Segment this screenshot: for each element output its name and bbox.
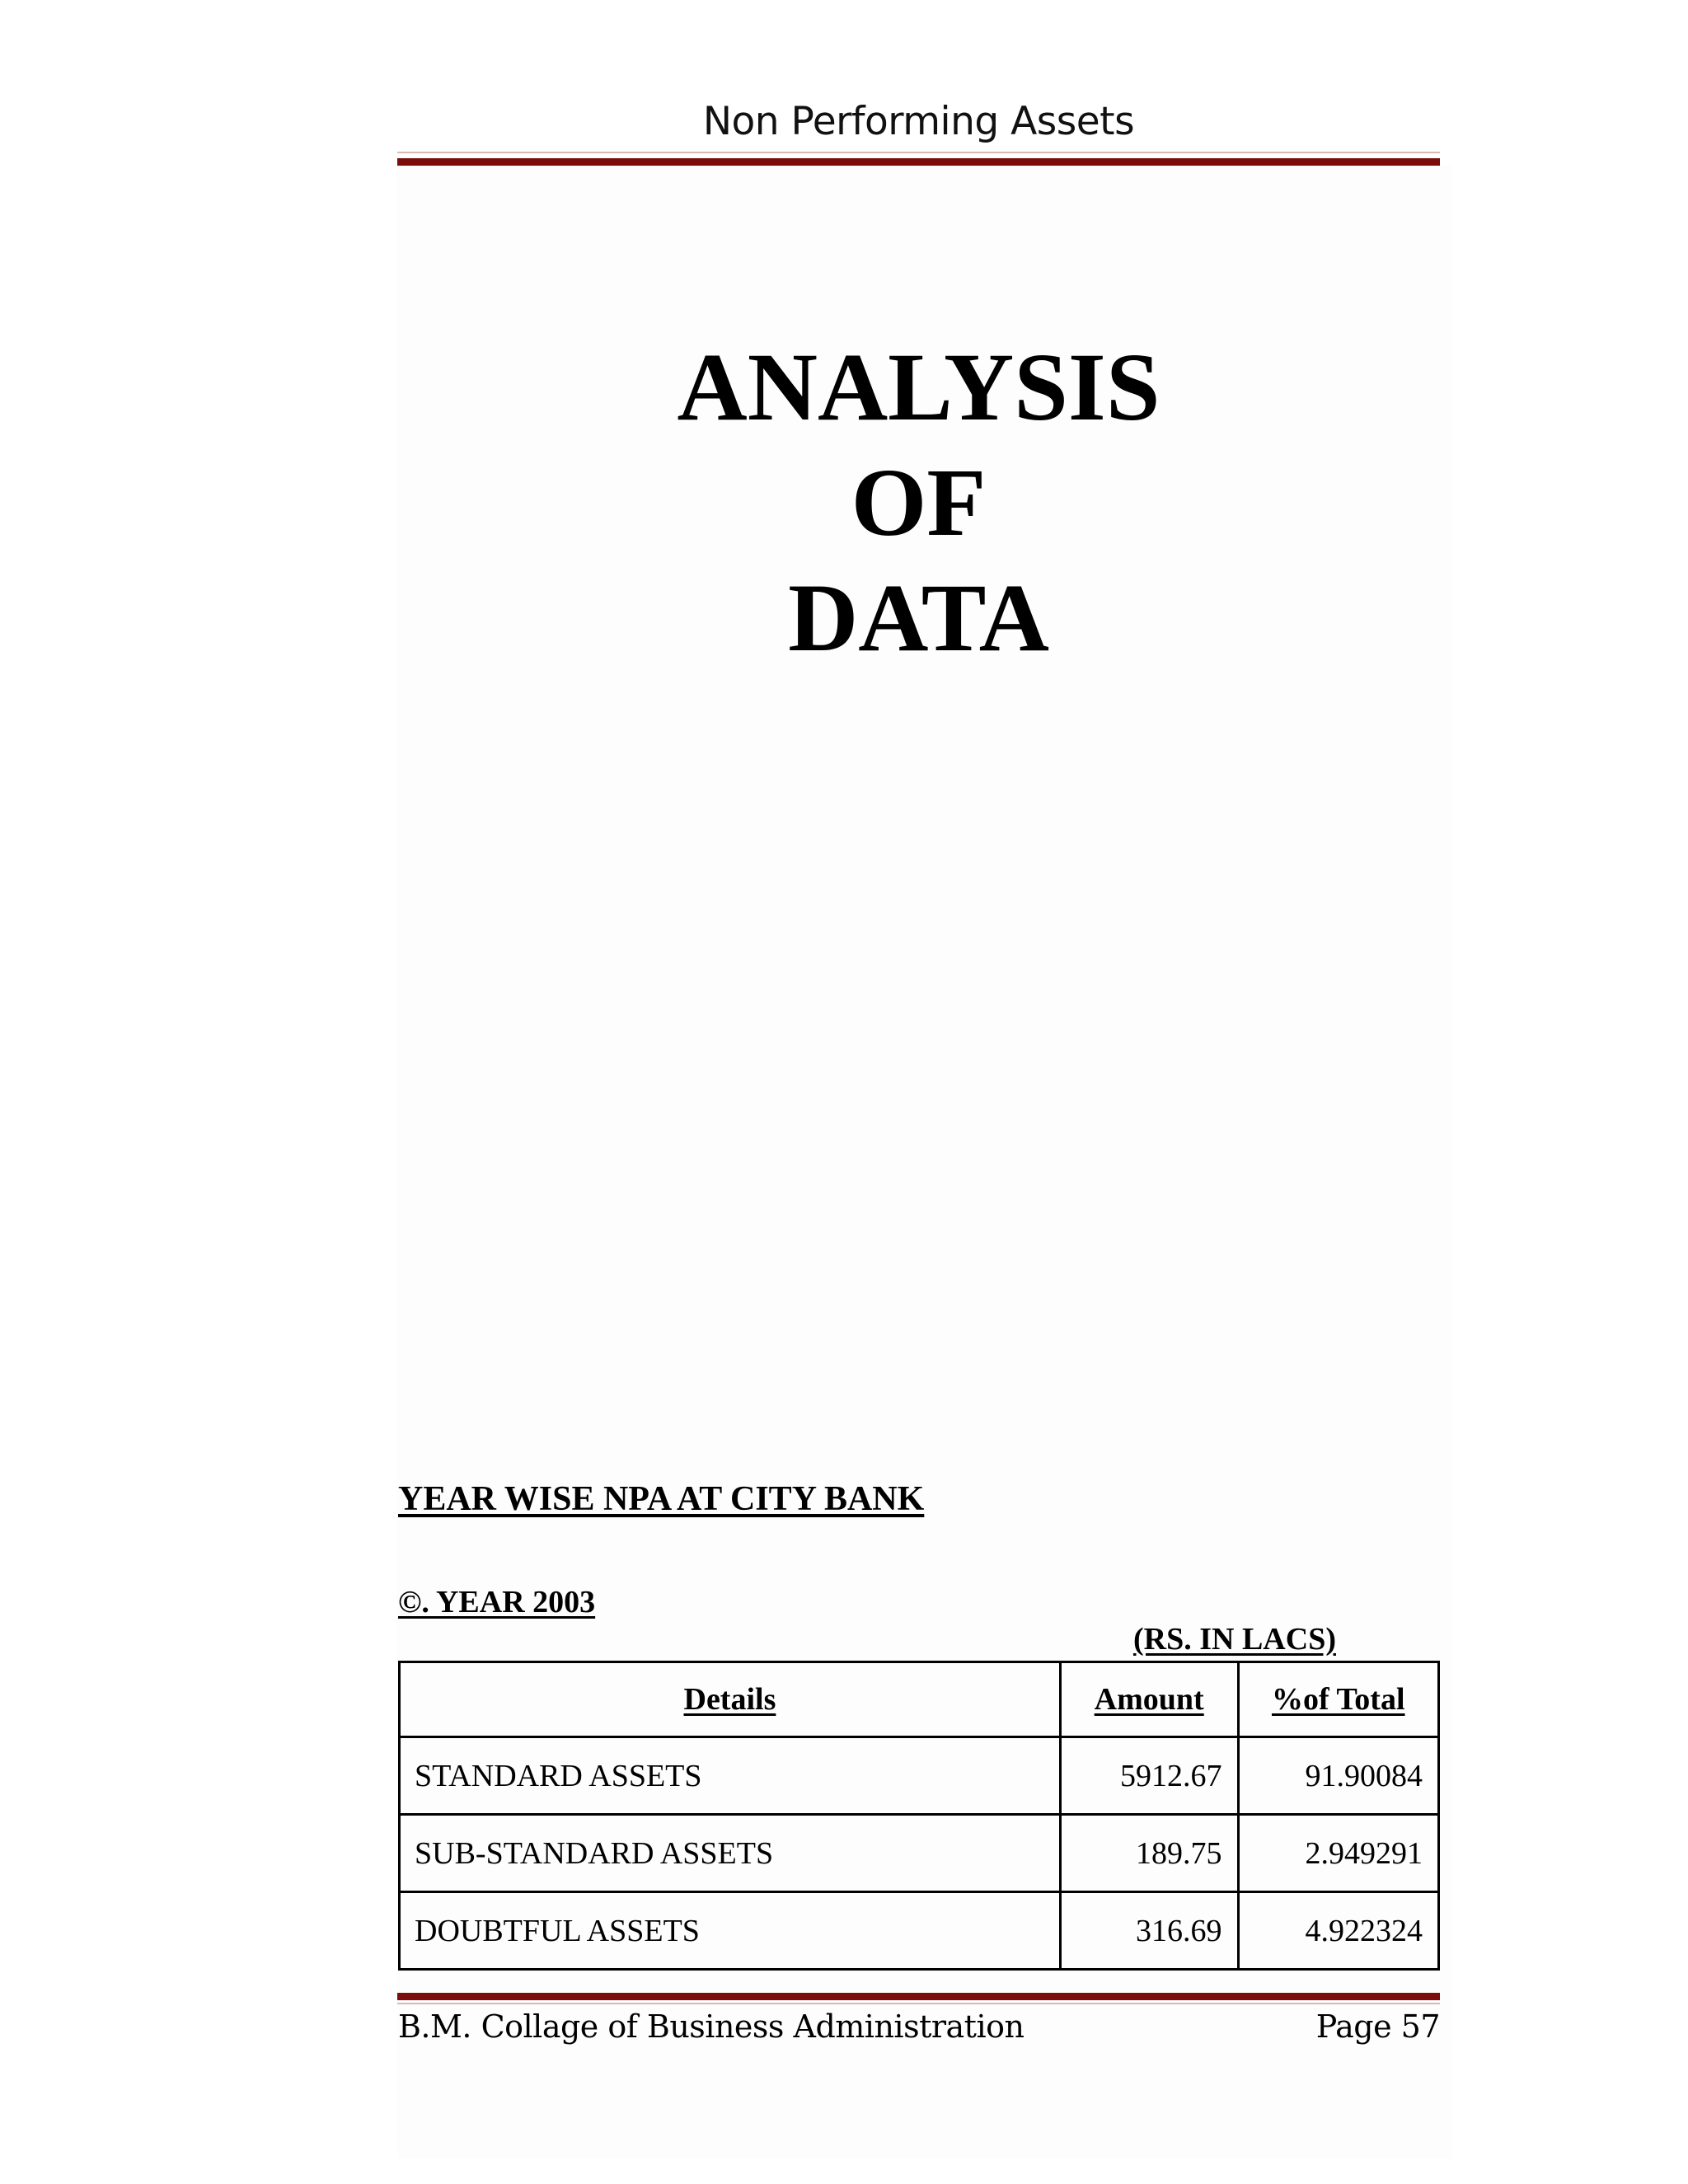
- table-row: [400, 1737, 1439, 1815]
- table-row: [400, 1815, 1439, 1892]
- header-rule-thin: [397, 152, 1440, 153]
- title-line-1: ANALYSIS: [677, 333, 1160, 441]
- year-label: ©. YEAR 2003: [398, 1585, 596, 1619]
- cell-percent: 91.90084: [1238, 1737, 1438, 1815]
- title-line-3: DATA: [788, 564, 1049, 672]
- header-amount: Amount: [1060, 1662, 1238, 1737]
- cell-details: STANDARD ASSETS: [400, 1737, 1061, 1815]
- cell-amount: 316.69: [1060, 1892, 1238, 1970]
- cell-amount: 5912.67: [1060, 1737, 1238, 1815]
- cell-percent: 2.949291: [1238, 1815, 1438, 1892]
- table-header-row: [400, 1662, 1439, 1737]
- cell-percent: 4.922324: [1238, 1892, 1438, 1970]
- section-heading: YEAR WISE NPA AT CITY BANK: [398, 1480, 925, 1518]
- header-percent: %of Total: [1238, 1662, 1438, 1737]
- cell-details: DOUBTFUL ASSETS: [400, 1892, 1061, 1970]
- npa-table: [398, 1661, 1440, 1971]
- footer-rule: [397, 1993, 1440, 2000]
- footer-rule-thin: [397, 2003, 1440, 2004]
- footer-institution: B.M. Collage of Business Administration: [398, 2008, 1025, 2045]
- cell-amount: 189.75: [1060, 1815, 1238, 1892]
- header-details: Details: [400, 1662, 1061, 1737]
- title-line-2: OF: [851, 448, 987, 556]
- units-label: (RS. IN LACS): [1133, 1622, 1336, 1657]
- page-number: Page 57: [1315, 2008, 1440, 2045]
- page-title: [397, 330, 1440, 676]
- header-rule: [397, 158, 1440, 166]
- table-row: [400, 1892, 1439, 1970]
- cell-details: SUB-STANDARD ASSETS: [400, 1815, 1061, 1892]
- running-header: Non Performing Assets: [702, 99, 1135, 144]
